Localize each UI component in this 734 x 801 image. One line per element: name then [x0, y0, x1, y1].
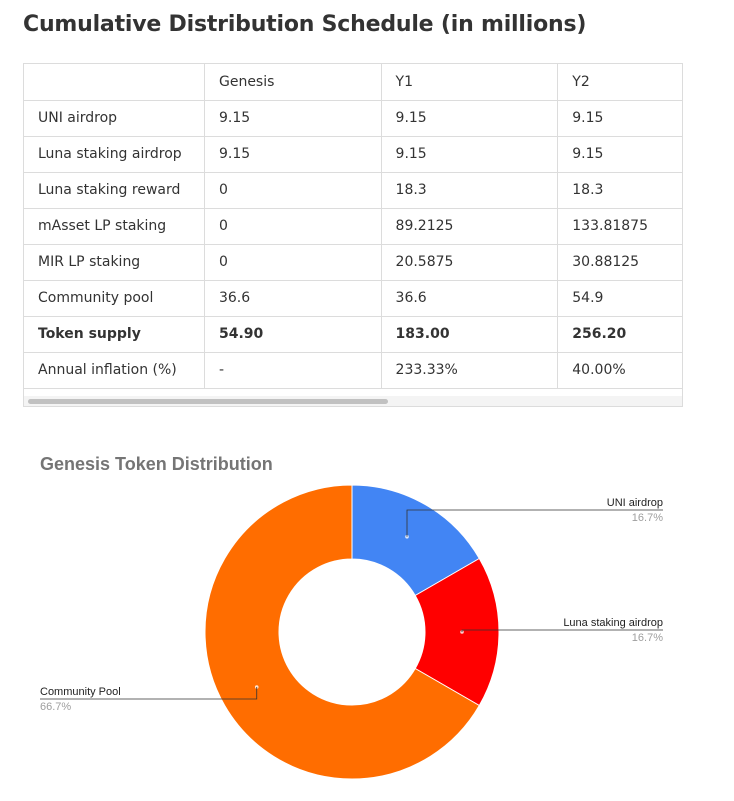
slice-label: UNI airdrop — [606, 497, 663, 509]
chart-slices — [205, 485, 499, 779]
horizontal-scrollbar[interactable] — [24, 396, 682, 406]
row-label: Luna staking airdrop — [24, 136, 204, 172]
table-cell: 9.15 — [381, 136, 558, 172]
slice-percent: 66.7% — [40, 701, 72, 713]
table-row — [24, 244, 682, 280]
table-cell: 30.88125 — [558, 244, 682, 280]
row-label: Annual inflation (%) — [24, 352, 204, 388]
table-row — [24, 100, 682, 136]
table-cell: 9.15 — [558, 100, 682, 136]
table-cell: 36.6 — [204, 280, 381, 316]
table-header-cell: Y2 — [558, 64, 682, 100]
table-cell: 0 — [204, 244, 381, 280]
table-cell: 183.00 — [381, 316, 558, 352]
table-cell: 54.9 — [558, 280, 682, 316]
table-header-row — [24, 64, 682, 100]
table-header-cell: Y1 — [381, 64, 558, 100]
row-label: Token supply — [24, 316, 204, 352]
table-cell: 0 — [204, 172, 381, 208]
table-header-cell — [24, 64, 204, 100]
table-cell: 36.6 — [381, 280, 558, 316]
table-row — [24, 208, 682, 244]
row-label: Luna staking reward — [24, 172, 204, 208]
slice-percent: 16.7% — [631, 632, 663, 644]
row-label: Community pool — [24, 280, 204, 316]
row-label: MIR LP staking — [24, 244, 204, 280]
table-cell: 233.33% — [381, 352, 558, 388]
slice-label: Community Pool — [40, 686, 121, 698]
page-title: Cumulative Distribution Schedule (in millions) — [23, 12, 587, 37]
table-cell: 18.3 — [381, 172, 558, 208]
table-cell: 9.15 — [204, 100, 381, 136]
scrollbar-thumb[interactable] — [28, 399, 388, 404]
table-cell: 9.15 — [558, 136, 682, 172]
table-cell: - — [204, 352, 381, 388]
table-cell: 9.15 — [381, 100, 558, 136]
table-cell: 89.2125 — [381, 208, 558, 244]
distribution-table — [23, 63, 683, 407]
table-row — [24, 280, 682, 316]
table-row-total — [24, 316, 682, 352]
table-cell: 0 — [204, 208, 381, 244]
table-cell: 256.20 — [558, 316, 682, 352]
table — [24, 64, 682, 389]
table-cell: 9.15 — [204, 136, 381, 172]
table-row — [24, 136, 682, 172]
table-cell: 133.81875 — [558, 208, 682, 244]
table-cell: 20.5875 — [381, 244, 558, 280]
table-header-cell: Genesis — [204, 64, 381, 100]
table-cell: 54.90 — [204, 316, 381, 352]
table-row — [24, 172, 682, 208]
donut-chart — [0, 440, 734, 801]
slice-label: Luna staking airdrop — [563, 617, 663, 629]
table-cell: 18.3 — [558, 172, 682, 208]
slice-percent: 16.7% — [631, 512, 663, 524]
chart-title: Genesis Token Distribution — [40, 454, 273, 474]
table-cell: 40.00% — [558, 352, 682, 388]
row-label: UNI airdrop — [24, 100, 204, 136]
row-label: mAsset LP staking — [24, 208, 204, 244]
table-row — [24, 352, 682, 388]
